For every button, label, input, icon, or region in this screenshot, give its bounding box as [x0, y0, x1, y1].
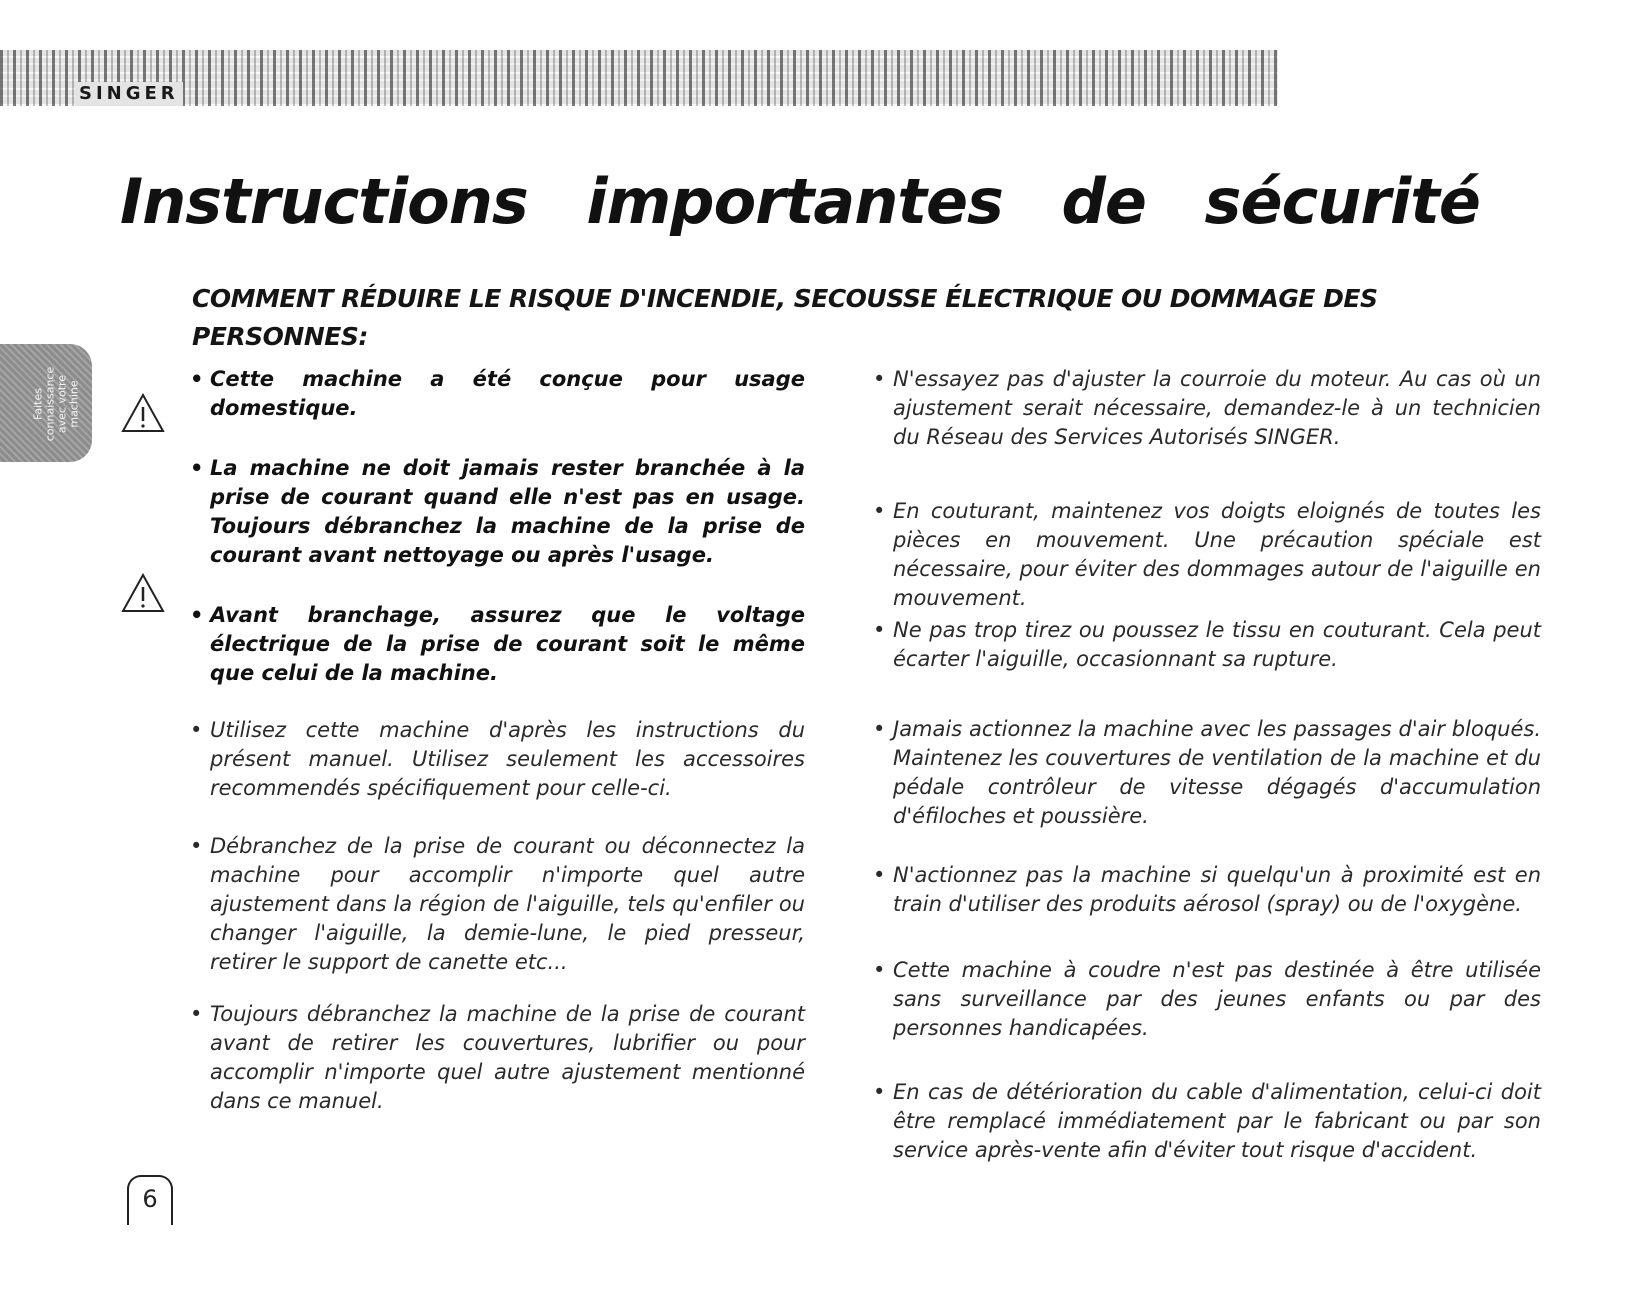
page-number: 6: [142, 1185, 158, 1213]
safety-item: • En cas de détérioration du cable d'alimentation, celui-ci doit être remplacé immédiatement par le fabricant ou par son service après-vente afin d'éviter tout risque d'accident.: [873, 1078, 1541, 1165]
safety-item: • Toujours débranchez la machine de la prise de courant avant de retirer les couvertures, lubrifier ou pour accomplir n'importe quel autre ajustement mentionné dans ce manuel.: [190, 1000, 805, 1116]
warning-triangle-icon: [121, 573, 165, 613]
safety-item: • N'actionnez pas la machine si quelqu'un à proximité est en train d'utiliser des produits aérosol (spray) ou de l'oxygène.: [873, 861, 1541, 919]
safety-item: • Cette machine a été conçue pour usage domestique.: [190, 365, 805, 423]
safety-item: • Avant branchage, assurez que le voltage électrique de la prise de courant soit le même que celui de la machine.: [190, 601, 805, 688]
safety-item: • Ne pas trop tirez ou poussez le tissu en couturant. Cela peut écarter l'aiguille, occasionnant sa rupture.: [873, 616, 1541, 674]
safety-item: • N'essayez pas d'ajuster la courroie du moteur. Au cas où un ajustement serait nécessaire, demandez-le à un technicien du Réseau des Services Autorisés SINGER.: [873, 365, 1541, 452]
brand-logo: SINGER: [75, 82, 183, 106]
safety-item: • La machine ne doit jamais rester branchée à la prise de courant quand elle n'est pas en usage. Toujours débranchez la machine de la prise de courant avant nettoyage ou après l'usage.: [190, 454, 805, 570]
page-title: Instructions importantes de sécurité: [120, 165, 1480, 238]
page-subtitle: COMMENT RÉDUIRE LE RISQUE D'INCENDIE, SECOUSSE ÉLECTRIQUE OU DOMMAGE DES PERSONNES:: [192, 284, 1378, 351]
safety-item: • Jamais actionnez la machine avec les passages d'air bloqués. Maintenez les couvertures de ventilation de la machine et du pédale contrôleur de vitesse dégagés d'accumulation d'éfiloches et poussière.: [873, 715, 1541, 831]
page-number-tab: [127, 1175, 173, 1225]
safety-item: • Utilisez cette machine d'après les instructions du présent manuel. Utilisez seulement les accessoires recommendés spécifiquement pour celle-ci.: [190, 716, 805, 803]
side-tab: [0, 344, 92, 462]
safety-item: • Cette machine à coudre n'est pas destinée à être utilisée sans surveillance par des jeunes enfants ou par des personnes handicapées.: [873, 956, 1541, 1043]
side-tab-label: Faites connaissance avec votre machine: [31, 366, 81, 442]
safety-item: • Débranchez de la prise de courant ou déconnectez la machine pour accomplir n'importe quel autre ajustement dans la région de l'aiguille, tels qu'enfiler ou changer l'aiguille, la demie-lune, le pied presseur, retirer le support de canette etc...: [190, 832, 805, 977]
header-band: [0, 50, 1278, 106]
warning-triangle-icon: [121, 393, 165, 433]
safety-item: • En couturant, maintenez vos doigts eloignés de toutes les pièces en mouvement. Une précaution spéciale est nécessaire, pour éviter des dommages autour de l'aiguille en mouvement.: [873, 497, 1541, 613]
